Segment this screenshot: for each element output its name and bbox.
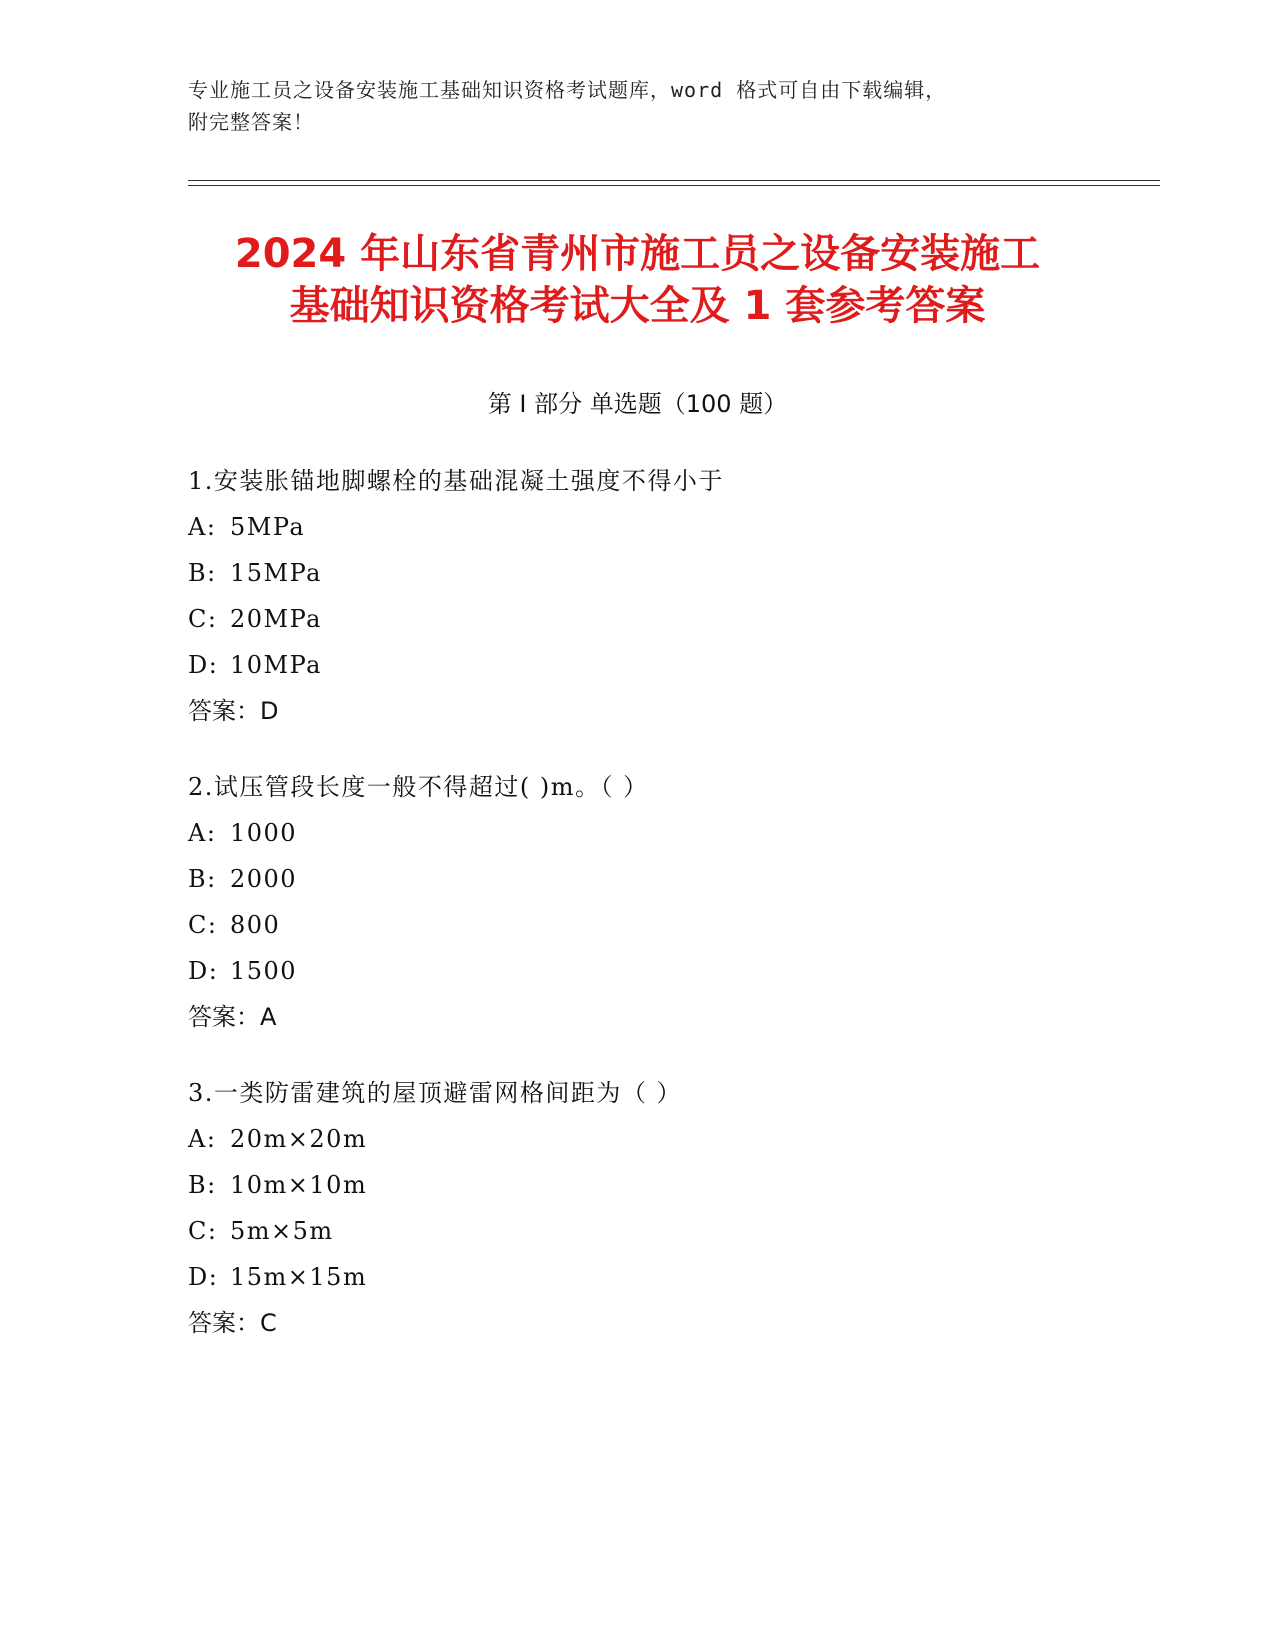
section-title: 第 I 部分 单选题（100 题）: [487, 390, 788, 418]
option-text: 1500: [230, 957, 298, 985]
option-d: [188, 1254, 1138, 1300]
option-label: C:: [188, 1217, 218, 1245]
option-label: B:: [188, 865, 217, 893]
header-divider-top: [188, 180, 1160, 181]
option-label: A:: [188, 819, 217, 847]
option-d: [188, 948, 1138, 994]
document-title: [150, 228, 1125, 332]
option-text: 1000: [230, 819, 298, 847]
option-b: [188, 550, 1138, 596]
option-label: A:: [188, 1125, 217, 1153]
option-text: 20MPa: [230, 605, 322, 633]
question-3: [188, 1070, 1138, 1346]
header-divider-bottom: [188, 185, 1160, 186]
answer-text: 答案：D: [188, 697, 279, 725]
answer-text: 答案：A: [188, 1003, 277, 1031]
option-text: 800: [230, 911, 281, 939]
option-text: 2000: [230, 865, 298, 893]
header-note-line-1: 专业施工员之设备安装施工基础知识资格考试题库，word 格式可自由下载编辑，: [188, 78, 947, 102]
question-1: [188, 458, 1138, 734]
header-note-line-2: 附完整答案！: [188, 110, 314, 134]
option-label: D:: [188, 651, 219, 679]
answer-text: 答案：C: [188, 1309, 277, 1337]
option-c: [188, 596, 1138, 642]
header-note: [188, 74, 1088, 138]
option-label: B:: [188, 559, 217, 587]
question-stem: 1.安装胀锚地脚螺栓的基础混凝土强度不得小于: [188, 467, 724, 495]
question-stem: 3.一类防雷建筑的屋顶避雷网格间距为（ ）: [188, 1079, 683, 1107]
option-a: [188, 1116, 1138, 1162]
document-title-line-1: 2024 年山东省青州市施工员之设备安装施工: [234, 231, 1041, 277]
document-title-line-2: 基础知识资格考试大全及 1 套参考答案: [289, 283, 986, 329]
option-text: 5m×5m: [230, 1217, 334, 1245]
option-b: [188, 856, 1138, 902]
option-c: [188, 902, 1138, 948]
question-stem: 2.试压管段长度一般不得超过( )m。（ ）: [188, 773, 649, 801]
option-label: D:: [188, 1263, 219, 1291]
option-label: C:: [188, 605, 218, 633]
option-c: [188, 1208, 1138, 1254]
option-d: [188, 642, 1138, 688]
option-label: D:: [188, 957, 219, 985]
question-2: [188, 764, 1138, 1040]
option-text: 10MPa: [230, 651, 322, 679]
option-text: 20m×20m: [230, 1125, 368, 1153]
option-text: 15MPa: [230, 559, 322, 587]
option-label: B:: [188, 1171, 217, 1199]
option-label: A:: [188, 513, 217, 541]
option-b: [188, 1162, 1138, 1208]
option-text: 5MPa: [230, 513, 306, 541]
option-text: 10m×10m: [230, 1171, 368, 1199]
option-a: [188, 504, 1138, 550]
option-label: C:: [188, 911, 218, 939]
option-text: 15m×15m: [230, 1263, 368, 1291]
option-a: [188, 810, 1138, 856]
